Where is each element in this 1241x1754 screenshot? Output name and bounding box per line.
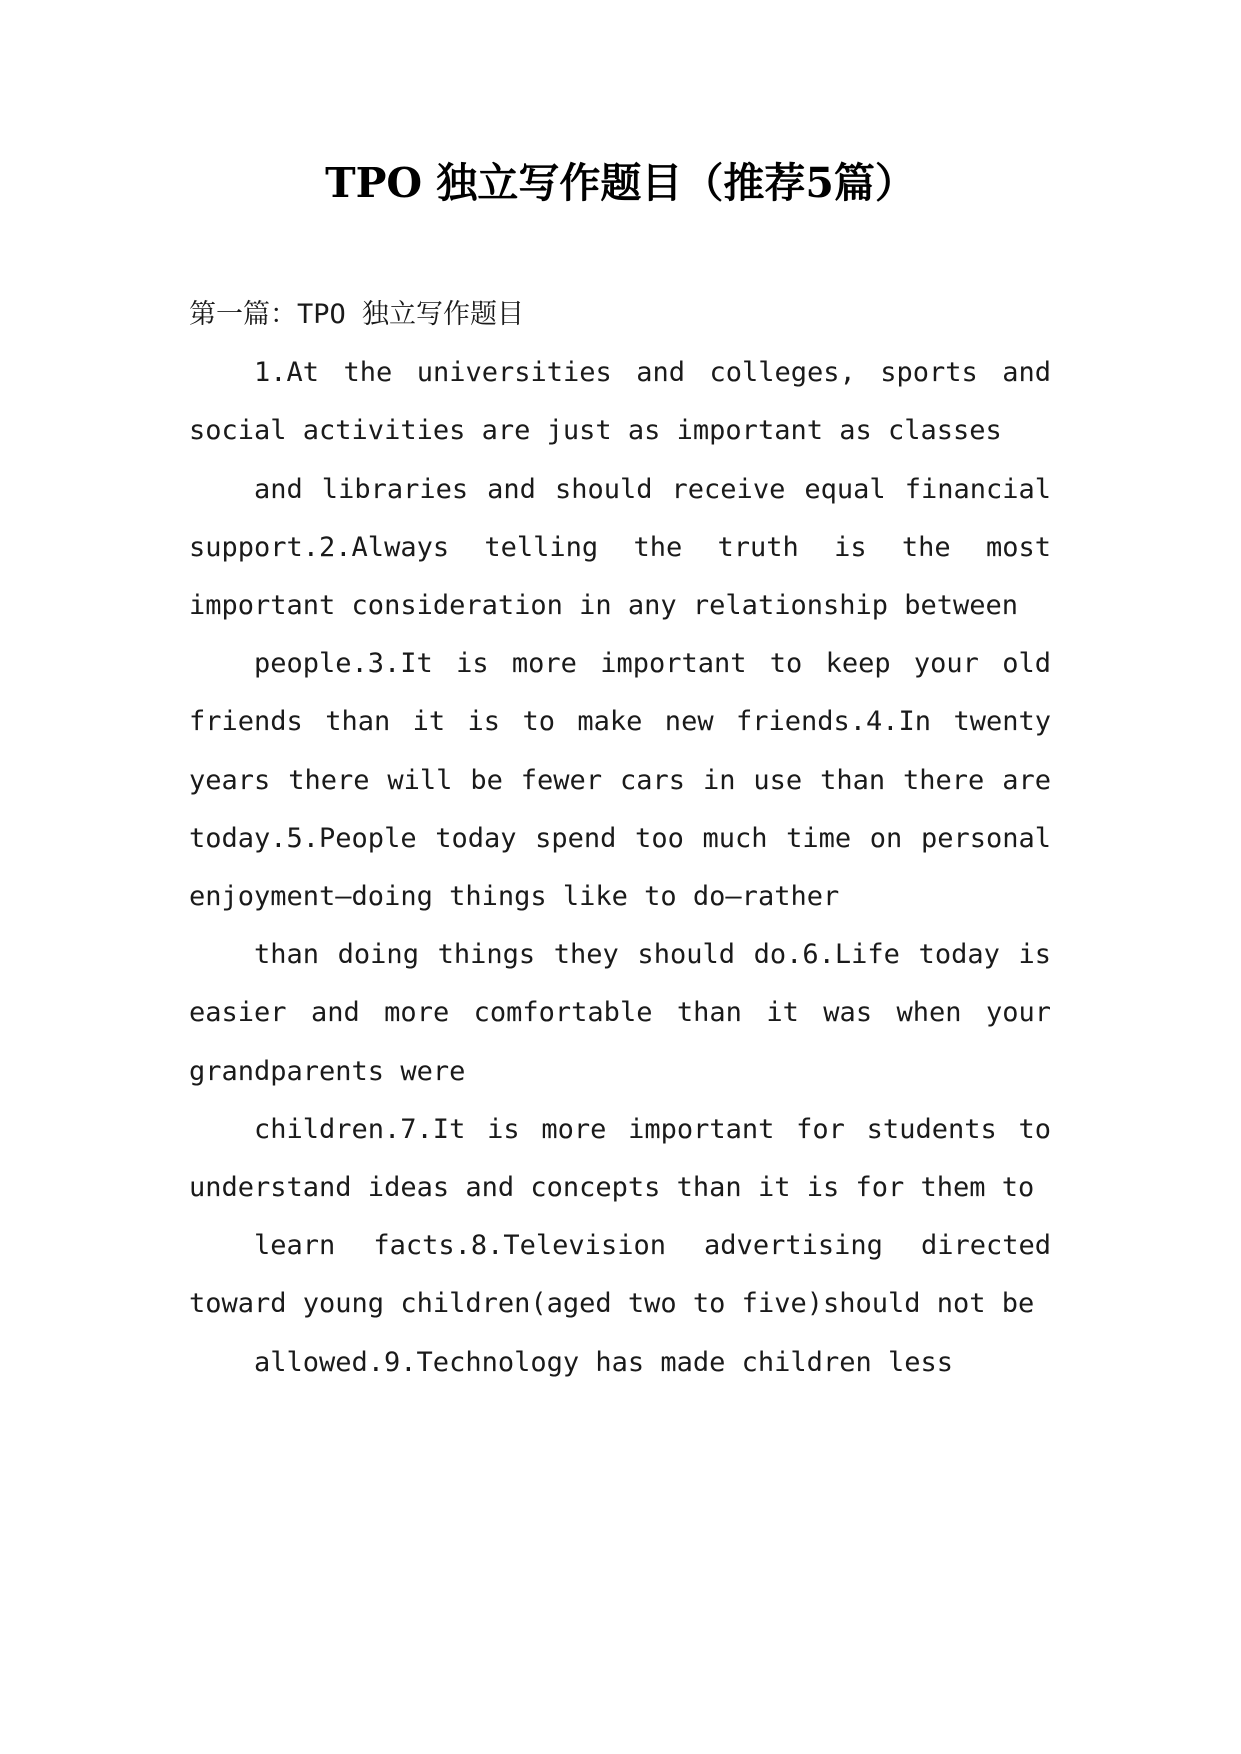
paragraph-1: 1.At the universities and colleges, sports and social activities are just as important as classes <box>189 357 1051 447</box>
paragraph-5: children.7.It is more important for students to understand ideas and concepts than it is for them to <box>189 1113 1051 1204</box>
paragraph-7: allowed.9.Technology has made children less <box>254 1346 953 1378</box>
paragraph-3: people.3.It is more important to keep your old friends than it is to make new friends.4.In twenty years there will be fewer cars in use than there are today.5.People today spend too much time on personal enjoyment—doing things like to do—rather <box>189 648 1051 913</box>
paragraph-2: and libraries and should receive equal financial support.2.Always telling the truth is the most important consideration in any relationship between <box>189 473 1051 622</box>
document-body <box>189 286 1051 1392</box>
paragraph-4: than doing things they should do.6.Life today is easier and more comfortable than it was when your grandparents were <box>189 939 1051 1087</box>
section-heading: 第一篇：TPO 独立写作题目 <box>189 299 525 330</box>
document-title: TPO 独立写作题目（推荐5篇） <box>325 159 916 207</box>
paragraph-6: learn facts.8.Television advertising directed toward young children(aged two to five)should not be <box>189 1230 1051 1320</box>
